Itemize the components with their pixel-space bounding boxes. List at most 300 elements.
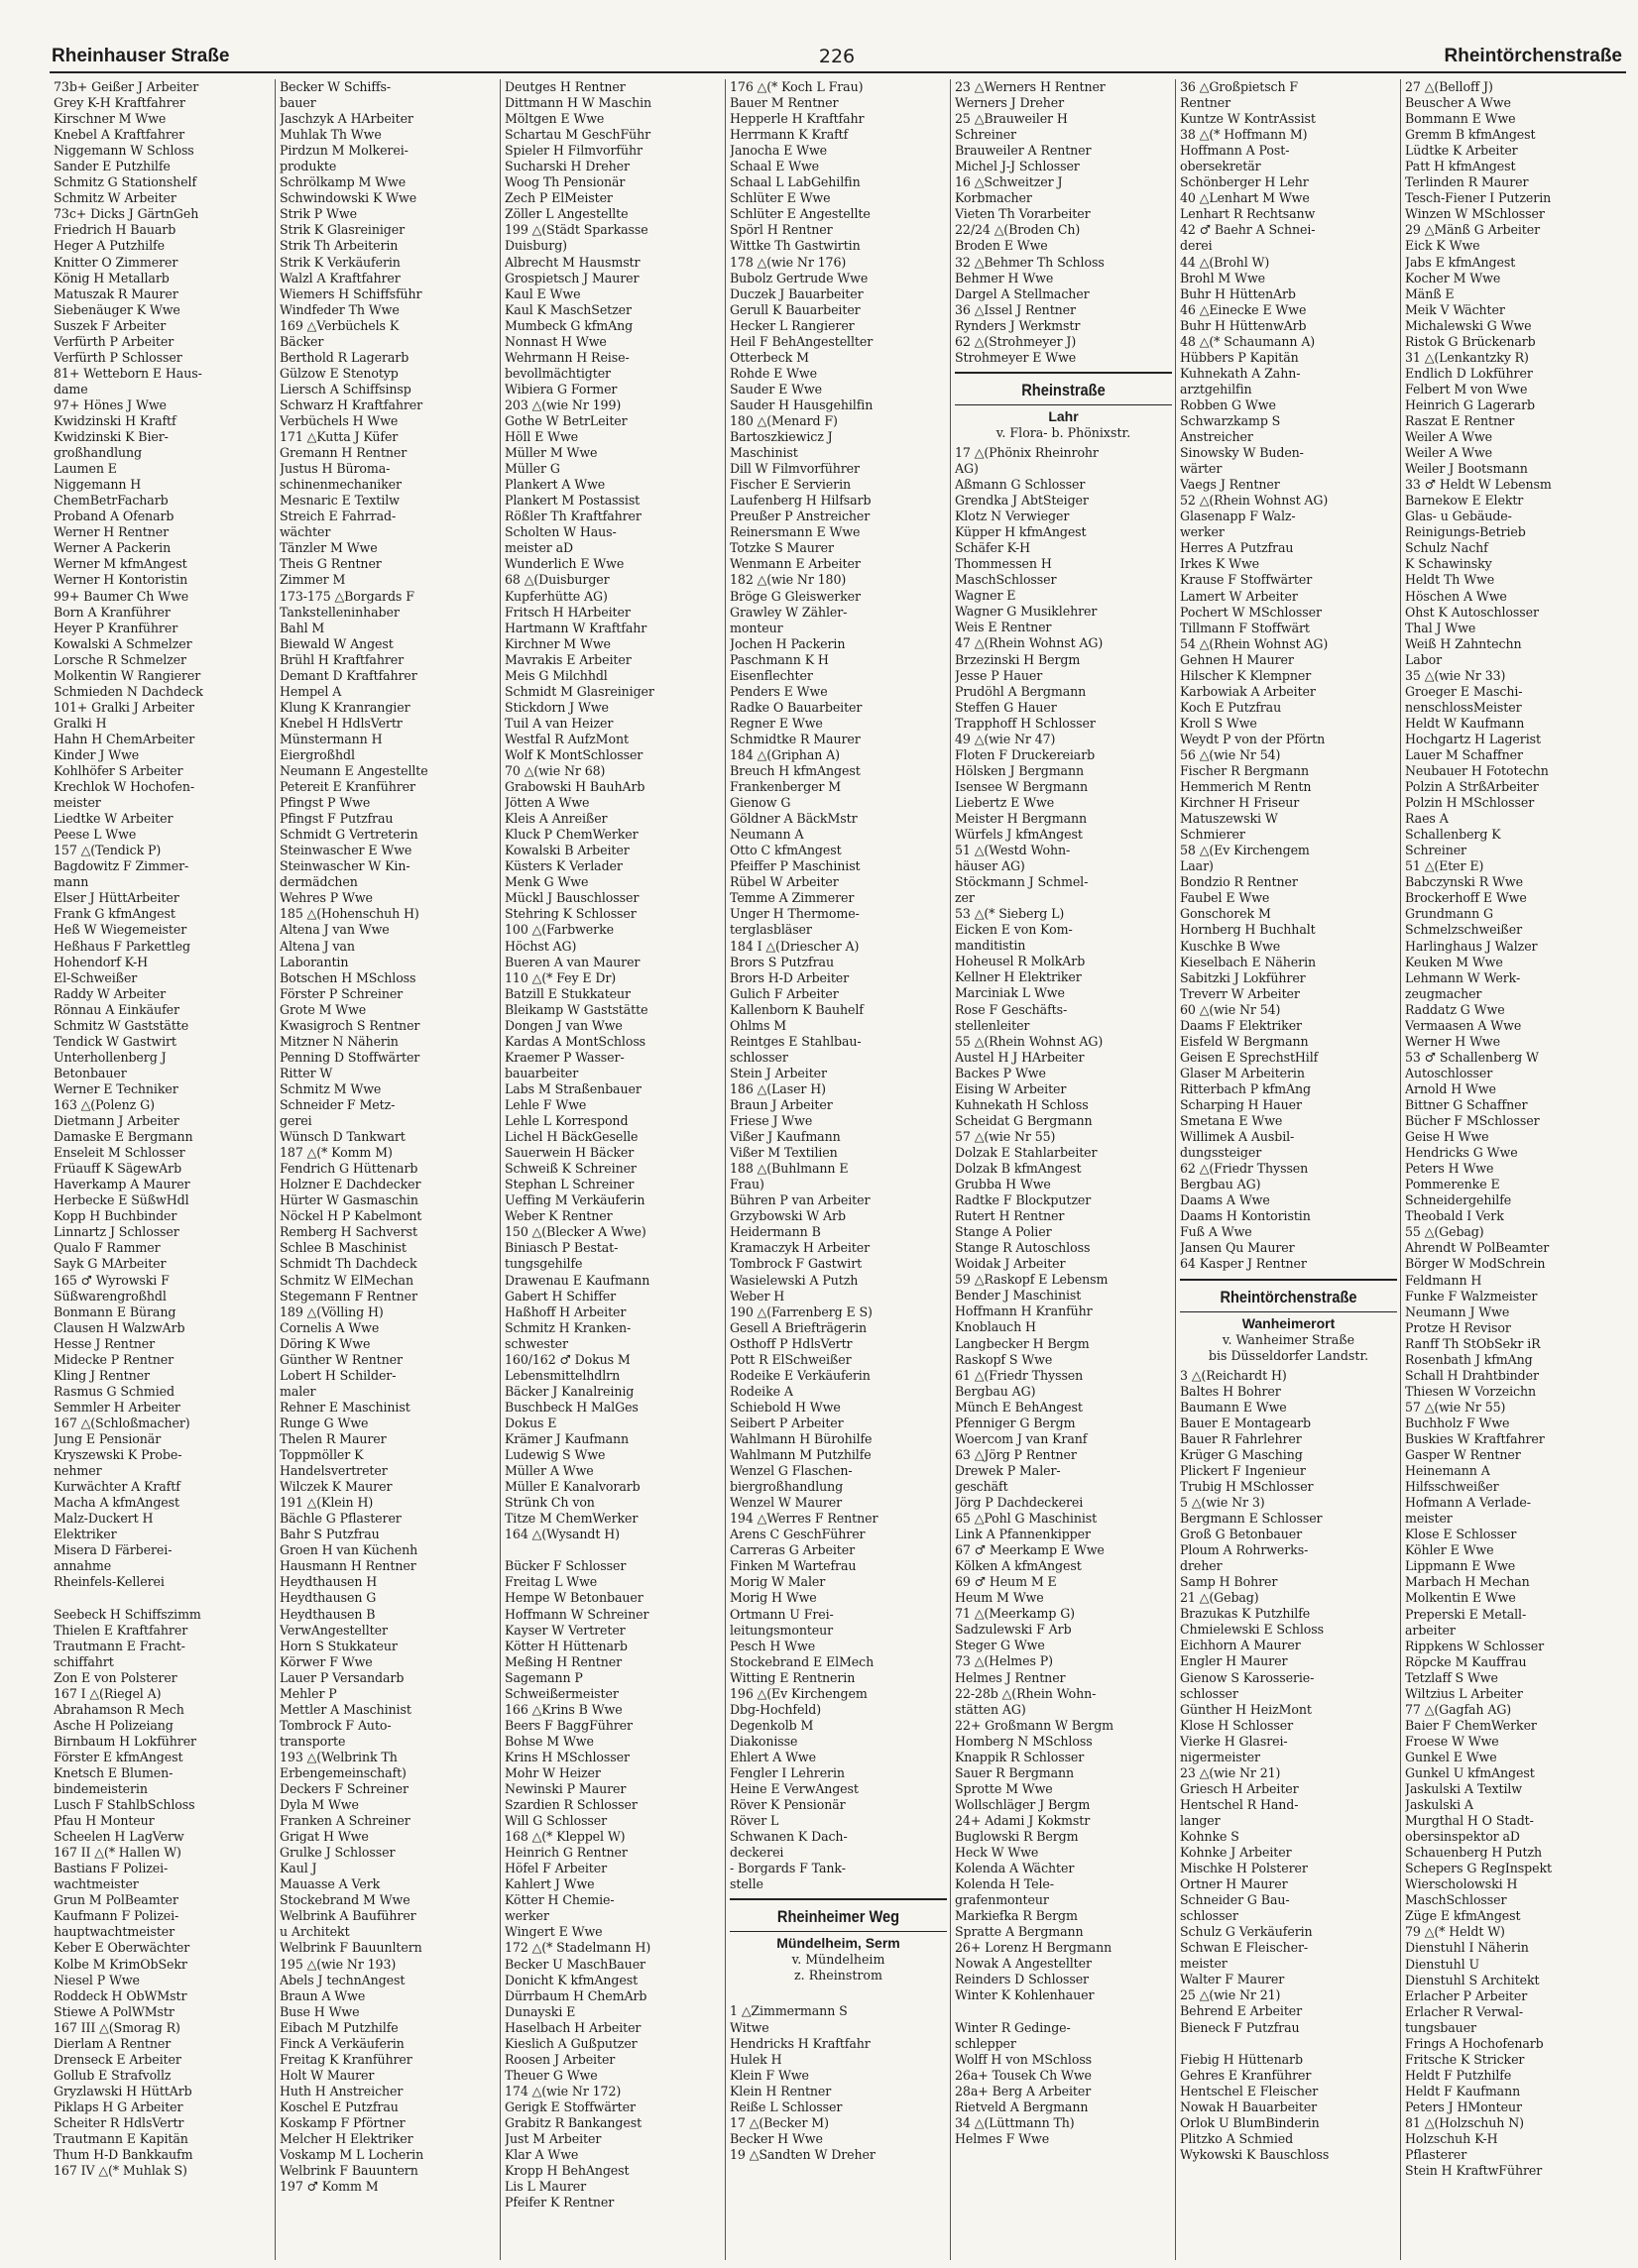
directory-entry: 33 ♂ Heldt W Lebensm bbox=[1405, 477, 1552, 493]
directory-entry: Laar) bbox=[1180, 858, 1214, 874]
directory-entry: Grun M PolBeamter bbox=[54, 1892, 178, 1908]
directory-entry: Bächle G Pflasterer bbox=[280, 1511, 402, 1527]
directory-entry: Walzl A Kraftfahrer bbox=[280, 270, 401, 285]
directory-entry: meister bbox=[1180, 1956, 1228, 1972]
directory-entry: Eisenflechter bbox=[730, 667, 813, 683]
directory-entry: 184 △(Griphan A) bbox=[730, 746, 840, 762]
directory-entry: Heldt W Kaufmann bbox=[1405, 715, 1525, 731]
directory-entry: Werner H Wwe bbox=[1405, 1033, 1500, 1049]
directory-entry: Hendricks G Wwe bbox=[1405, 1145, 1518, 1161]
directory-entry: Kryszewski K Probe- bbox=[54, 1447, 182, 1463]
directory-entry bbox=[54, 1590, 272, 1606]
directory-entry: bevollmächtigter bbox=[505, 365, 611, 381]
directory-entry: Kramaczyk H Arbeiter bbox=[730, 1240, 871, 1256]
directory-entry: Kolenda H Tele- bbox=[955, 1876, 1054, 1892]
directory-entry: Thum H-D Bankkaufm bbox=[54, 2147, 193, 2163]
directory-entry: 180 △(Menard F) bbox=[730, 412, 838, 428]
directory-entry: Bücker F Schlosser bbox=[505, 1558, 627, 1574]
directory-entry: Körwer F Wwe bbox=[280, 1653, 373, 1669]
directory-entry: 51 △(Westd Wohn- bbox=[955, 843, 1071, 858]
directory-entry: Welbrink F Bauuntern bbox=[280, 2163, 418, 2179]
directory-entry: Frings A Hochofenarb bbox=[1405, 2035, 1544, 2051]
directory-entry: 44 △(Brohl W) bbox=[1180, 254, 1270, 270]
directory-entry: monteur bbox=[730, 620, 783, 635]
directory-entry: Endlich D Lokführer bbox=[1405, 365, 1533, 381]
directory-entry: Stockebrand M Wwe bbox=[280, 1892, 410, 1908]
directory-entry: Bubolz Gertrude Wwe bbox=[730, 270, 869, 285]
directory-entry: Bieneck F Putzfrau bbox=[1180, 2019, 1300, 2035]
column-4 bbox=[725, 79, 950, 2260]
directory-entry: Damaske E Bergmann bbox=[54, 1129, 193, 1145]
directory-entry: Kieselbach E Näherin bbox=[1180, 954, 1317, 969]
directory-entry: Heck W Wwe bbox=[955, 1845, 1039, 1861]
directory-entry: Schmitz W Arbeiter bbox=[54, 190, 176, 206]
directory-entry: dermädchen bbox=[280, 874, 358, 890]
directory-entry: 21 △(Gebag) bbox=[1180, 1590, 1259, 1606]
directory-entry: Wehrmann H Reise- bbox=[505, 349, 630, 365]
directory-entry: 42 ♂ Baehr A Schnei- bbox=[1180, 222, 1316, 238]
directory-entry: Schauenberg H Putzh bbox=[1405, 1845, 1543, 1861]
directory-entry: arbeiter bbox=[1405, 1622, 1456, 1638]
column-2 bbox=[275, 79, 500, 2260]
directory-entry: Jochen H Packerin bbox=[730, 635, 846, 651]
directory-entry: Gulich F Arbeiter bbox=[730, 985, 839, 1001]
directory-entry: Anstreicher bbox=[1180, 429, 1253, 445]
directory-entry: Glasenapp F Walz- bbox=[1180, 509, 1296, 524]
directory-entry: Kölken A kfmAngest bbox=[955, 1558, 1082, 1574]
directory-entry: Scheidat G Bergmann bbox=[955, 1112, 1093, 1128]
directory-entry: Pommerenke E bbox=[1405, 1177, 1500, 1192]
directory-entry: Bonmann E Bürang bbox=[54, 1304, 176, 1319]
column-6 bbox=[1175, 79, 1400, 2260]
street-name: Rheinheimer Weg bbox=[776, 1907, 900, 1927]
directory-entry: Klose E Schlosser bbox=[1405, 1527, 1517, 1542]
directory-entry: Neumann J Wwe bbox=[1405, 1304, 1510, 1319]
directory-entry: Dienstuhl I Näherin bbox=[1405, 1940, 1529, 1956]
directory-entry: Kolenda A Wächter bbox=[955, 1861, 1075, 1876]
directory-entry: Heydthausen H bbox=[280, 1574, 378, 1590]
directory-entry: Gunkel E Wwe bbox=[1405, 1749, 1497, 1764]
directory-entry: Tillmann F Stoffwärt bbox=[1180, 620, 1310, 635]
directory-entry: Kieslich A Gußputzer bbox=[505, 2035, 638, 2051]
directory-entry: Tänzler M Wwe bbox=[280, 540, 378, 556]
directory-entry: 59 △Raskopf E Lebensm bbox=[955, 1272, 1109, 1288]
directory-entry: bauarbeiter bbox=[505, 1065, 579, 1080]
directory-entry: Muhlak Th Wwe bbox=[280, 127, 382, 143]
directory-entry: Hempel A bbox=[280, 683, 342, 699]
directory-entry: Pesch H Wwe bbox=[730, 1638, 816, 1653]
directory-entry: Kirchner M Wwe bbox=[505, 635, 611, 651]
directory-entry: Würfels J kfmAngest bbox=[955, 827, 1083, 843]
directory-entry: Hempe W Betonbauer bbox=[505, 1590, 644, 1606]
directory-entry: 157 △(Tendick P) bbox=[54, 843, 162, 858]
directory-entry: obersinspektor aD bbox=[1405, 1829, 1520, 1845]
directory-entry: Grawley W Zähler- bbox=[730, 604, 848, 620]
directory-entry: Münch E BehAngest bbox=[955, 1399, 1083, 1415]
directory-entry: Wibiera G Former bbox=[505, 381, 618, 397]
directory-entry: Kahlert J Wwe bbox=[505, 1876, 595, 1892]
directory-entry: Elektriker bbox=[54, 1527, 117, 1542]
directory-entry: Kötter H Hüttenarb bbox=[505, 1638, 628, 1653]
directory-entry: Otto C kfmAngest bbox=[730, 843, 842, 858]
directory-entry: Buhr H HüttenArb bbox=[1180, 285, 1296, 301]
directory-entry: Peese L Wwe bbox=[54, 827, 137, 843]
directory-entry: Grabowski H BauhArb bbox=[505, 779, 645, 795]
directory-entry: Reinersmann E Wwe bbox=[730, 524, 861, 540]
directory-entry: 61 △(Friedr Thyssen bbox=[955, 1367, 1084, 1383]
directory-entry: Mänß E bbox=[1405, 285, 1455, 301]
directory-entry: Dbg-Hochfeld) bbox=[730, 1701, 822, 1717]
directory-entry: Buglowski R Bergm bbox=[955, 1828, 1079, 1844]
directory-entry: Gunkel U kfmAngest bbox=[1405, 1764, 1535, 1780]
directory-entry: Schweißermeister bbox=[505, 1685, 619, 1701]
directory-entry: Berthold R Lagerarb bbox=[280, 349, 410, 365]
directory-entry: Rentner bbox=[1180, 95, 1230, 111]
directory-entry: Krüger G Masching bbox=[1180, 1446, 1303, 1462]
directory-entry: 188 △(Buhlmann E bbox=[730, 1161, 849, 1177]
directory-entry: Geise H Wwe bbox=[1405, 1129, 1489, 1145]
directory-entry: Meßing H Rentner bbox=[505, 1653, 623, 1669]
directory-entry: Roosen J Arbeiter bbox=[505, 2051, 616, 2067]
directory-entry: Samp H Bohrer bbox=[1180, 1574, 1278, 1590]
directory-entry: Grospietsch J Maurer bbox=[505, 270, 640, 285]
directory-entry: Gabert H Schiffer bbox=[505, 1288, 617, 1304]
directory-columns bbox=[50, 79, 1626, 2260]
directory-entry: Meis G Milchhdl bbox=[505, 667, 608, 683]
directory-entry: Dittmann H W Maschin bbox=[505, 95, 652, 111]
directory-entry: Knebel A Kraftfahrer bbox=[54, 127, 185, 143]
directory-entry: Dyla M Wwe bbox=[280, 1797, 359, 1813]
directory-entry: Mumbeck G kfmAng bbox=[505, 317, 634, 333]
directory-entry: Winzen W MSchlosser bbox=[1405, 206, 1545, 222]
directory-entry: Scholten W Haus- bbox=[505, 524, 617, 540]
directory-entry: leitungsmonteur bbox=[730, 1622, 834, 1638]
directory-entry: Verbüchels H Wwe bbox=[280, 412, 399, 428]
header-rule bbox=[50, 71, 1626, 73]
directory-entry: Mückl J Bauschlosser bbox=[505, 890, 640, 906]
directory-entry: Steger G Wwe bbox=[955, 1638, 1045, 1653]
directory-entry: Eisfeld W Bergmann bbox=[1180, 1033, 1309, 1049]
directory-entry: Kallenborn K Bauhelf bbox=[730, 1001, 864, 1017]
directory-entry: Schneider F Metz- bbox=[280, 1097, 396, 1112]
directory-entry: Förster P Schreiner bbox=[280, 985, 404, 1001]
directory-entry: Lorsche R Schmelzer bbox=[54, 651, 186, 667]
directory-entry: Tankstelleninhaber bbox=[280, 604, 400, 620]
directory-entry: Brors H-D Arbeiter bbox=[730, 969, 850, 985]
directory-entry: Bahl M bbox=[280, 620, 325, 635]
directory-entry: Chmielewski E Schloss bbox=[1180, 1622, 1324, 1638]
directory-entry: Heydthausen G bbox=[280, 1590, 377, 1606]
directory-entry: Strohmeyer E Wwe bbox=[955, 349, 1077, 365]
directory-entry: Dienstuhl U bbox=[1405, 1956, 1479, 1972]
directory-entry: 190 △(Farrenberg E S) bbox=[730, 1304, 873, 1319]
directory-entry: Klose H Schlosser bbox=[1180, 1717, 1294, 1733]
directory-entry: Kaufmann F Polizei- bbox=[54, 1908, 179, 1924]
directory-entry: 191 △(Klein H) bbox=[280, 1495, 374, 1511]
directory-entry: Wittke Th Gastwirtin bbox=[730, 238, 861, 254]
directory-entry: 17 △(Becker M) bbox=[730, 2114, 829, 2130]
directory-entry: Stiewe A PolWMstr bbox=[54, 2003, 175, 2019]
directory-entry: 55 △(Gebag) bbox=[1405, 1224, 1484, 1240]
directory-entry: schlosser bbox=[730, 1049, 788, 1065]
directory-entry: 53 ♂ Schallenberg W bbox=[1405, 1049, 1539, 1065]
directory-entry: Dolzak B kfmAngest bbox=[955, 1161, 1082, 1176]
directory-entry: Aßmann G Schlosser bbox=[955, 476, 1086, 492]
directory-entry: Menk G Wwe bbox=[505, 874, 589, 890]
directory-entry: Buskies W Kraftfahrer bbox=[1405, 1430, 1545, 1446]
directory-entry: 65 △Pohl G Maschinist bbox=[955, 1511, 1098, 1527]
directory-entry: Vaegs J Rentner bbox=[1180, 477, 1280, 493]
directory-entry: Sinowsky W Buden- bbox=[1180, 445, 1304, 461]
directory-entry: Matuszak R Maurer bbox=[54, 285, 178, 301]
directory-entry: Pflasterer bbox=[1405, 2147, 1467, 2163]
directory-entry: langer bbox=[1180, 1812, 1221, 1828]
directory-entry: Justus H Büroma- bbox=[280, 461, 391, 477]
directory-entry: Schreiner bbox=[955, 127, 1016, 143]
directory-entry: Laufenberg H Hilfsarb bbox=[730, 493, 872, 509]
directory-entry: Brockerhoff E Wwe bbox=[1405, 890, 1527, 906]
directory-entry: Westfal R AufzMont bbox=[505, 731, 629, 746]
directory-entry: transporte bbox=[280, 1733, 346, 1749]
directory-entry: biergroßhandlung bbox=[730, 1479, 844, 1495]
directory-entry: Weiler A Wwe bbox=[1405, 445, 1492, 461]
directory-entry: Frank G kfmAngest bbox=[54, 906, 176, 922]
directory-entry: Rübel W Arbeiter bbox=[730, 874, 839, 890]
directory-entry: Pfenniger G Bergm bbox=[955, 1415, 1076, 1430]
directory-entry: Schmidtke R Maurer bbox=[730, 731, 861, 746]
directory-entry: Bergbau AG) bbox=[955, 1383, 1036, 1399]
directory-entry: Will G Schlosser bbox=[505, 1813, 608, 1829]
directory-entry: Gienow S Karosserie- bbox=[1180, 1669, 1315, 1685]
directory-entry: Jaskulski A bbox=[1405, 1797, 1473, 1813]
directory-entry: Rehner E Maschinist bbox=[280, 1399, 410, 1415]
directory-entry: Schmidt G Vertreterin bbox=[280, 827, 418, 843]
directory-entry: 185 △(Hohenschuh H) bbox=[280, 906, 419, 922]
directory-entry: Wehres P Wwe bbox=[280, 890, 373, 906]
directory-entry: Unger H Thermome- bbox=[730, 906, 860, 922]
directory-entry: Daams A Wwe bbox=[1180, 1192, 1270, 1208]
directory-entry: 171 △Kutta J Küfer bbox=[280, 429, 399, 445]
directory-entry: 203 △(wie Nr 199) bbox=[505, 397, 622, 412]
directory-entry: Floten F Druckereiarb bbox=[955, 746, 1096, 762]
directory-entry: Zimmer M bbox=[280, 572, 346, 588]
directory-entry: Lehle L Korrespond bbox=[505, 1113, 629, 1129]
directory-entry: Zech P ElMeister bbox=[505, 190, 613, 206]
directory-entry: Rynders J Werkmstr bbox=[955, 317, 1081, 333]
directory-entry: Mehler P bbox=[280, 1685, 337, 1701]
directory-entry: Stockebrand E ElMech bbox=[730, 1653, 875, 1669]
directory-entry: Heinrich G Lagerarb bbox=[1405, 397, 1535, 412]
directory-entry bbox=[1180, 2036, 1397, 2052]
directory-entry: Schulz G Verkäuferin bbox=[1180, 1924, 1313, 1940]
directory-entry: Müller G bbox=[505, 461, 560, 477]
directory-entry: meister bbox=[1405, 1511, 1453, 1527]
directory-entry: Hilscher K Klempner bbox=[1180, 667, 1312, 683]
directory-entry: Schallenberg K bbox=[1405, 827, 1501, 843]
directory-entry: 46 △Einecke E Wwe bbox=[1180, 301, 1307, 317]
directory-entry: Stickdorn J Wwe bbox=[505, 699, 609, 715]
directory-entry: Vermaasen A Wwe bbox=[1405, 1017, 1522, 1033]
directory-entry: werker bbox=[505, 1908, 549, 1924]
directory-entry: Röpcke M Kauffrau bbox=[1405, 1653, 1527, 1669]
directory-entry: Homberg N MSchloss bbox=[955, 1733, 1093, 1749]
directory-entry: 55 △(Rhein Wohnst AG) bbox=[955, 1033, 1104, 1049]
directory-entry: 160/162 ♂ Dokus M bbox=[505, 1351, 631, 1367]
street-range-note: v. Mündelheim bbox=[791, 1952, 885, 1968]
directory-entry: Siebenäuger K Wwe bbox=[54, 301, 180, 317]
directory-entry: 174 △(wie Nr 172) bbox=[505, 2083, 622, 2098]
directory-entry: Dokus E bbox=[505, 1415, 557, 1430]
directory-entry: 49 △(wie Nr 47) bbox=[955, 731, 1056, 746]
directory-entry: hauptwachtmeister bbox=[54, 1924, 176, 1940]
directory-entry: Irkes K Wwe bbox=[1180, 556, 1260, 572]
directory-entry: Gremann H Rentner bbox=[280, 445, 408, 461]
directory-entry: Wagner E bbox=[955, 588, 1016, 604]
directory-entry: Karbowiak A Arbeiter bbox=[1180, 683, 1316, 699]
directory-entry: Mavrakis E Arbeiter bbox=[505, 651, 632, 667]
directory-entry: Lenhart R Rechtsanw bbox=[1180, 206, 1316, 222]
directory-entry: Daams H Kontoristin bbox=[1180, 1208, 1311, 1224]
directory-entry: Midecke P Rentner bbox=[54, 1351, 175, 1367]
directory-entry: Fuß A Wwe bbox=[1180, 1224, 1252, 1240]
directory-entry: Werner A Packerin bbox=[54, 540, 172, 556]
directory-entry: Hoffmann W Schreiner bbox=[505, 1606, 649, 1622]
directory-entry: Lauer P Versandarb bbox=[280, 1669, 405, 1685]
directory-entry: Kolbe M KrimObSekr bbox=[54, 1956, 187, 1972]
directory-entry: Sauder H Hausgehilfin bbox=[730, 397, 874, 412]
directory-entry: Hürter W Gasmaschin bbox=[280, 1192, 418, 1208]
directory-entry: 97+ Hönes J Wwe bbox=[54, 397, 167, 412]
street-range-note: v. Flora- b. Phönixstr. bbox=[995, 424, 1131, 440]
directory-entry: Ortmann U Frei- bbox=[730, 1606, 834, 1622]
directory-entry: Glas- u Gebäude- bbox=[1405, 509, 1512, 524]
directory-entry: Brazukas K Putzhilfe bbox=[1180, 1606, 1311, 1622]
directory-entry: ChemBetrFacharb bbox=[54, 493, 169, 509]
directory-entry: Regner E Wwe bbox=[730, 715, 823, 731]
directory-entry: Schwarz H Kraftfahrer bbox=[280, 397, 423, 412]
directory-entry: Abels J technAngest bbox=[280, 1972, 406, 1987]
directory-entry: Abrahamson R Mech bbox=[54, 1701, 184, 1717]
directory-entry: Schmitz W Gaststätte bbox=[54, 1017, 189, 1033]
directory-entry: 63 △Jörg P Rentner bbox=[955, 1446, 1077, 1462]
directory-entry: 73c+ Dicks J GärtnGeh bbox=[54, 206, 199, 222]
directory-entry: annahme bbox=[54, 1558, 112, 1574]
directory-entry: Kurwächter A Kraftf bbox=[54, 1479, 180, 1495]
directory-entry: Strik K Glasreiniger bbox=[280, 222, 406, 238]
directory-entry: Plitzko A Schmied bbox=[1180, 2130, 1294, 2146]
directory-entry: großhandlung bbox=[54, 445, 142, 461]
directory-entry: Demant D Kraftfahrer bbox=[280, 667, 417, 683]
directory-entry: Spratte A Bergmann bbox=[955, 1924, 1084, 1940]
directory-entry: Früauff K SägewArb bbox=[54, 1161, 182, 1177]
directory-entry: Wollschläger J Bergm bbox=[955, 1796, 1091, 1812]
street-name: Rheintörchenstraße bbox=[1220, 1287, 1357, 1306]
directory-entry: 79 △(* Heldt W) bbox=[1405, 1924, 1505, 1940]
directory-entry: Hoffmann H Kranführ bbox=[955, 1304, 1093, 1319]
directory-entry: Müller M Wwe bbox=[505, 445, 598, 461]
directory-entry: Kuhnekath H Schloss bbox=[955, 1096, 1089, 1112]
directory-entry: Buse H Wwe bbox=[280, 2003, 360, 2019]
directory-entry: Gonschorek M bbox=[1180, 906, 1271, 922]
directory-entry: 165 ♂ Wyrowski F bbox=[54, 1272, 170, 1288]
directory-entry: nigermeister bbox=[1180, 1749, 1260, 1764]
directory-entry: Haverkamp A Maurer bbox=[54, 1177, 190, 1192]
directory-entry: Brzezinski H Bergm bbox=[955, 651, 1081, 667]
directory-entry: Helmes J Rentner bbox=[955, 1669, 1066, 1685]
directory-entry: Pfeiffer P Maschinist bbox=[730, 858, 861, 874]
directory-entry: schinenmechaniker bbox=[280, 477, 402, 493]
directory-entry: Mettler A Maschinist bbox=[280, 1701, 411, 1717]
directory-entry: Felbert M von Wwe bbox=[1405, 381, 1528, 397]
directory-entry: 29 △Mänß G Arbeiter bbox=[1405, 222, 1540, 238]
header-street-to: Rheintörchenstraße bbox=[1444, 46, 1622, 66]
directory-entry: dungssteiger bbox=[1180, 1145, 1262, 1161]
directory-entry: Franken A Schreiner bbox=[280, 1813, 410, 1829]
directory-entry: Runge G Wwe bbox=[280, 1415, 369, 1430]
directory-entry: Funke F Walzmeister bbox=[1405, 1288, 1538, 1304]
directory-entry: Heßhaus F Parkettleg bbox=[54, 938, 190, 954]
directory-entry: Fischer R Bergmann bbox=[1180, 763, 1310, 779]
directory-entry: Kuschke B Wwe bbox=[1180, 938, 1281, 954]
directory-entry: Erlacher P Arbeiter bbox=[1405, 1987, 1528, 2003]
directory-entry: Verfürth P Schlosser bbox=[54, 349, 182, 365]
directory-entry: Klotz N Verwieger bbox=[955, 509, 1070, 524]
directory-entry: Mitzner N Näherin bbox=[280, 1033, 399, 1049]
directory-entry: Drawenau E Kaufmann bbox=[505, 1272, 650, 1288]
directory-entry: Rasmus G Schmied bbox=[54, 1383, 176, 1399]
directory-entry: Schmitz M Wwe bbox=[280, 1080, 382, 1096]
directory-entry: wärter bbox=[1180, 461, 1223, 477]
directory-entry: 167 II △(* Hallen W) bbox=[54, 1845, 181, 1861]
directory-entry: Wingert E Wwe bbox=[505, 1924, 603, 1940]
directory-entry: Peters J HMonteur bbox=[1405, 2098, 1522, 2114]
directory-entry: Rodeike A bbox=[730, 1383, 793, 1399]
directory-entry bbox=[505, 1542, 722, 1558]
directory-entry: Grzybowski W Arb bbox=[730, 1208, 846, 1224]
directory-entry: Michalewski G Wwe bbox=[1405, 317, 1532, 333]
directory-entry: Molkentin E Wwe bbox=[1405, 1590, 1516, 1606]
directory-entry: Heldt F Kaufmann bbox=[1405, 2083, 1521, 2098]
directory-entry: Weber K Rentner bbox=[505, 1208, 613, 1224]
directory-entry: Lamert W Arbeiter bbox=[1180, 588, 1298, 604]
directory-entry: Pfeifer K Rentner bbox=[505, 2195, 615, 2211]
directory-entry: Becker H Wwe bbox=[730, 2130, 823, 2146]
directory-entry: Buschbeck H MalGes bbox=[505, 1399, 639, 1415]
directory-entry: Voskamp M L Locherin bbox=[280, 2147, 424, 2163]
directory-entry: Kupferhütte AG) bbox=[505, 588, 608, 604]
directory-entry: Reintges E Stahlbau- bbox=[730, 1033, 862, 1049]
directory-entry: Gülzow E Stenotyp bbox=[280, 365, 399, 381]
directory-entry: Tuil A van Heizer bbox=[505, 715, 614, 731]
directory-entry: Gollub E Strafvollz bbox=[54, 2067, 172, 2083]
directory-entry: Altena J van bbox=[280, 938, 355, 954]
directory-entry: Kayser W Vertreter bbox=[505, 1622, 626, 1638]
directory-entry: Wahlmann M Putzhilfe bbox=[730, 1447, 872, 1463]
directory-entry: Windfeder Th Wwe bbox=[280, 301, 400, 317]
directory-entry: Mohr W Heizer bbox=[505, 1764, 601, 1780]
directory-entry: Pfau H Monteur bbox=[54, 1813, 155, 1829]
directory-entry: 69 ♂ Heum M E bbox=[955, 1574, 1057, 1590]
directory-entry: Müller A Wwe bbox=[505, 1463, 594, 1479]
directory-entry: Trubig H MSchlosser bbox=[1180, 1478, 1314, 1494]
directory-entry: 81 △(Holzschuh N) bbox=[1405, 2115, 1524, 2130]
directory-entry: Kuhnekath A Zahn- bbox=[1180, 365, 1301, 381]
directory-entry: Ehlert A Wwe bbox=[730, 1749, 816, 1764]
directory-entry: Tetzlaff S Wwe bbox=[1405, 1669, 1498, 1685]
directory-entry: Hoheusel R MolkArb bbox=[955, 954, 1086, 969]
directory-entry: Jötten A Wwe bbox=[505, 795, 590, 811]
directory-entry: Schlüter E Angestellte bbox=[730, 206, 871, 222]
